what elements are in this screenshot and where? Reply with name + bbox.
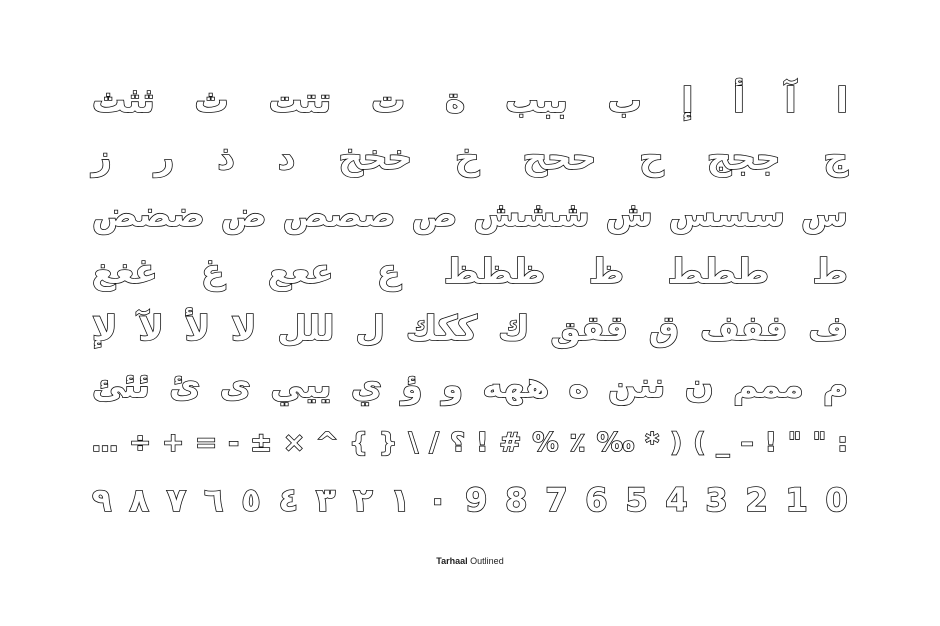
glyph: ٪	[569, 427, 586, 458]
glyph: ججج	[706, 137, 781, 178]
glyph: 2	[745, 480, 768, 519]
glyph-row	[92, 414, 848, 471]
glyph: غ	[201, 251, 225, 292]
glyph: )	[670, 427, 683, 458]
glyph: ببب	[505, 80, 568, 121]
glyph: لا	[231, 308, 257, 349]
glyph: ه	[568, 365, 589, 406]
glyph: ‰	[596, 427, 635, 458]
glyph: ٤	[278, 480, 299, 519]
glyph: و	[441, 365, 464, 406]
glyph: ر	[154, 137, 175, 178]
glyph-row	[92, 243, 848, 300]
glyph: ٣	[315, 480, 336, 519]
glyph-row	[92, 186, 848, 243]
glyph: ننن	[608, 365, 666, 406]
glyph-row	[92, 300, 848, 357]
glyph: ص	[411, 194, 458, 235]
glyph: *	[645, 427, 660, 458]
glyph: !	[764, 427, 777, 458]
glyph: 6	[585, 480, 608, 519]
glyph: "	[787, 427, 802, 458]
glyph: ^	[316, 427, 338, 458]
glyph: ض	[220, 194, 267, 235]
glyph: ة	[445, 80, 466, 121]
glyph: =	[195, 427, 217, 458]
glyph: {	[349, 427, 368, 458]
glyph: للل	[277, 308, 335, 349]
glyph: خ	[455, 137, 480, 178]
glyph: ؟	[450, 427, 466, 458]
glyph: ححح	[522, 137, 597, 178]
glyph: ٧	[166, 480, 187, 519]
glyph: "	[812, 427, 827, 458]
glyph: ككك	[405, 308, 478, 349]
glyph: ا	[836, 80, 848, 121]
font-name: Tarhaal	[436, 556, 468, 566]
glyph: لأ	[184, 308, 211, 349]
glyph: \	[408, 427, 419, 458]
glyph: /	[429, 427, 439, 458]
glyph: ئئئ	[92, 365, 150, 406]
glyph: ك	[498, 308, 530, 349]
glyph: ثثث	[92, 80, 155, 121]
glyph: ح	[639, 137, 664, 178]
glyph-row	[92, 129, 848, 186]
glyph: ظظظ	[443, 251, 546, 292]
glyph: ١	[390, 480, 411, 519]
glyph: :	[837, 427, 848, 458]
glyph: 4	[665, 480, 688, 519]
glyph: 0	[825, 480, 848, 519]
glyph: ز	[92, 137, 112, 178]
glyph: ن	[684, 365, 714, 406]
glyph: صصص	[282, 194, 396, 235]
glyph: ئ	[169, 365, 201, 406]
glyph: }	[378, 427, 398, 458]
glyph: 3	[705, 480, 728, 519]
glyph: ×	[283, 427, 305, 458]
glyph: ق	[648, 308, 680, 349]
glyph: لآ	[138, 308, 164, 349]
glyph: آ	[784, 80, 797, 121]
glyph: ذ	[217, 137, 235, 178]
glyph: ش	[605, 194, 653, 235]
glyph: ى	[219, 365, 251, 406]
glyph: غغغ	[92, 251, 158, 292]
glyph: ظ	[588, 251, 625, 292]
glyph: لإ	[92, 308, 118, 349]
glyph: ع	[377, 251, 401, 292]
glyph: ط	[812, 251, 848, 292]
glyph: م	[823, 365, 848, 406]
glyph-row	[92, 471, 848, 528]
glyph: ج	[823, 137, 848, 178]
font-style: Outlined	[470, 556, 504, 566]
glyph: ققق	[550, 308, 628, 349]
glyph: ٨	[129, 480, 149, 519]
glyph: +	[162, 427, 184, 458]
glyph: –	[740, 427, 754, 458]
glyph: _	[716, 427, 730, 458]
glyph: 9	[465, 480, 488, 519]
glyph: -	[228, 427, 239, 458]
glyph: ل	[355, 308, 385, 349]
glyph: أ	[733, 80, 745, 121]
glyph: ٠	[427, 480, 448, 519]
glyph: 5	[625, 480, 648, 519]
glyph: ٢	[353, 480, 373, 519]
glyph: ±	[250, 427, 272, 458]
glyph: ف	[808, 308, 848, 349]
glyph: ÷	[129, 427, 151, 458]
glyph: %	[532, 427, 559, 458]
glyph: ععع	[267, 251, 334, 292]
glyph: ههه	[482, 365, 550, 406]
glyph: ضضض	[92, 194, 205, 235]
glyph-row	[92, 357, 848, 414]
glyph: إ	[681, 80, 694, 121]
glyph: ي	[350, 365, 382, 406]
glyph: تتت	[268, 80, 332, 121]
glyph: ٩	[92, 480, 112, 519]
glyph: سسس	[668, 194, 785, 235]
glyph: ييي	[270, 365, 332, 406]
glyph: ث	[194, 80, 229, 121]
font-caption	[0, 556, 940, 566]
glyph: #	[499, 427, 522, 458]
glyph: ممم	[733, 365, 804, 406]
glyph: 8	[505, 480, 528, 519]
glyph: ؤ	[401, 365, 423, 406]
glyph: 1	[785, 480, 808, 519]
glyph: س	[801, 194, 848, 235]
glyph: (	[693, 427, 706, 458]
glyph: خخخ	[338, 137, 412, 178]
glyph: ت	[371, 80, 406, 121]
glyph: !	[476, 427, 489, 458]
glyph: ططط	[667, 251, 770, 292]
glyph: …	[92, 427, 118, 458]
glyph: ٥	[241, 480, 261, 519]
glyph: ب	[607, 80, 642, 121]
glyph: 7	[545, 480, 568, 519]
glyph: د	[277, 137, 296, 178]
glyph-row	[92, 72, 848, 129]
glyph-specimen	[92, 72, 848, 528]
glyph: ششش	[473, 194, 590, 235]
glyph: ففف	[700, 308, 788, 349]
glyph: ٦	[203, 480, 224, 519]
